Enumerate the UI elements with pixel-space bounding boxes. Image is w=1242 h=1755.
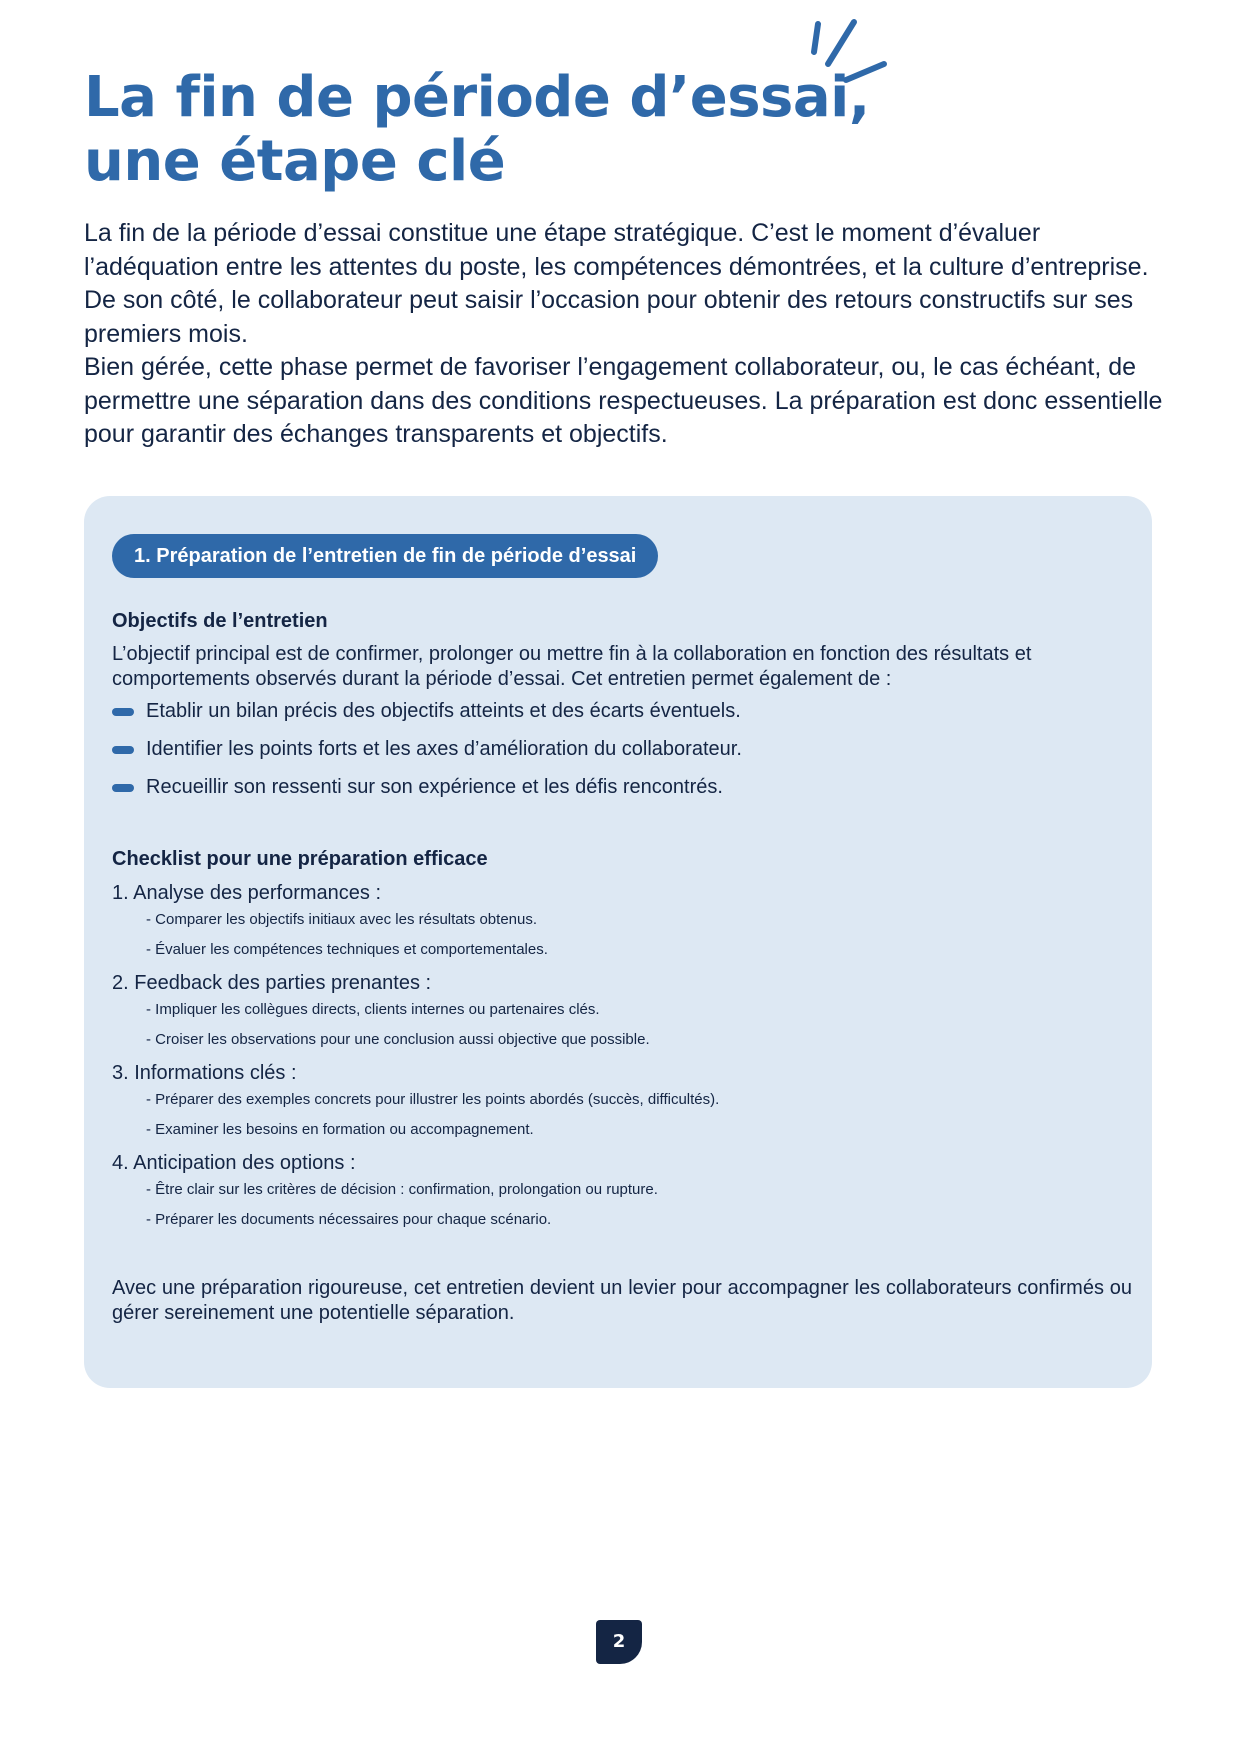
list-item (112, 736, 1132, 762)
list-item: - Préparer des exemples concrets pour illustrer les points abordés (succès, difficultés). (146, 1091, 720, 1108)
bullet-dash-icon (112, 708, 134, 716)
checklist-step-4-items (112, 1180, 1132, 1230)
list-item: - Croiser les observations pour une conclusion aussi objective que possible. (146, 1031, 650, 1048)
checklist-step-4: 4. Anticipation des options : (112, 1152, 356, 1174)
list-item: - Préparer les documents nécessaires pour chaque scénario. (146, 1211, 552, 1228)
checklist-step-2: 2. Feedback des parties prenantes : (112, 972, 432, 994)
checklist-section (112, 846, 1132, 1230)
list-item: - Examiner les besoins en formation ou accompagnement. (146, 1121, 534, 1138)
page-title-line-2: une étape clé (84, 129, 506, 194)
checklist-step-2-items (112, 1000, 1132, 1050)
checklist-step-3-items (112, 1090, 1132, 1140)
objectives-text: L’objectif principal est de confirmer, prolonger ou mettre fin à la collaboration en fonction des résultats et comportements observés durant la période d’essai. Cet entretien permet également de : (112, 643, 1032, 690)
intro-paragraph-2: Bien gérée, cette phase permet de favoriser l’engagement collaborateur, ou, le cas échéant, de permettre une séparation dans des conditions respectueuses. La préparation est donc essentielle pour garantir des échanges transparents et objectifs. (84, 353, 1163, 448)
bullet-dash-icon (112, 784, 134, 792)
page-title-line-1: La fin de période d’essai, (84, 65, 870, 130)
list-item: - Impliquer les collègues directs, clients internes ou partenaires clés. (146, 1001, 600, 1018)
list-item: - Être clair sur les critères de décision : confirmation, prolongation ou rupture. (146, 1181, 658, 1198)
page-title (84, 66, 870, 194)
list-item (112, 698, 1132, 724)
intro-paragraph-1: La fin de la période d’essai constitue une étape stratégique. C’est le moment d’évaluer l’adéquation entre les attentes du poste, les compétences démontrées, et la culture d’entreprise. De son côté, le collaborateur peut saisir l’occasion pour obtenir des retours constructifs sur ses premiers mois. (84, 219, 1149, 348)
objective-text: Etablir un bilan précis des objectifs atteints et des écarts éventuels. (146, 700, 741, 722)
list-item (112, 774, 1132, 800)
checklist-heading: Checklist pour une préparation efficace (112, 848, 488, 870)
checklist-step-3: 3. Informations clés : (112, 1062, 297, 1084)
checklist-step-1-items (112, 910, 1132, 960)
objectives-list (112, 698, 1132, 800)
list-item: - Évaluer les compétences techniques et comportementales. (146, 941, 548, 958)
page-header (84, 66, 870, 194)
conclusion-text: Avec une préparation rigoureuse, cet entretien devient un levier pour accompagner les collaborateurs confirmés ou gérer sereinement une potentielle séparation. (112, 1277, 1132, 1324)
bullet-dash-icon (112, 746, 134, 754)
page-number-badge: 2 (596, 1620, 642, 1664)
checklist-step-1: 1. Analyse des performances : (112, 882, 382, 904)
spark-strokes-icon (808, 14, 888, 90)
section-pill: 1. Préparation de l’entretien de fin de période d’essai (112, 534, 658, 578)
preparation-card (84, 496, 1152, 1388)
objectives-heading: Objectifs de l’entretien (112, 610, 328, 632)
objective-text: Identifier les points forts et les axes d’amélioration du collaborateur. (146, 738, 742, 760)
objective-text: Recueillir son ressenti sur son expérience et les défis rencontrés. (146, 776, 723, 798)
card-content (112, 608, 1132, 1346)
intro-text (84, 217, 1174, 452)
list-item: - Comparer les objectifs initiaux avec les résultats obtenus. (146, 911, 538, 928)
